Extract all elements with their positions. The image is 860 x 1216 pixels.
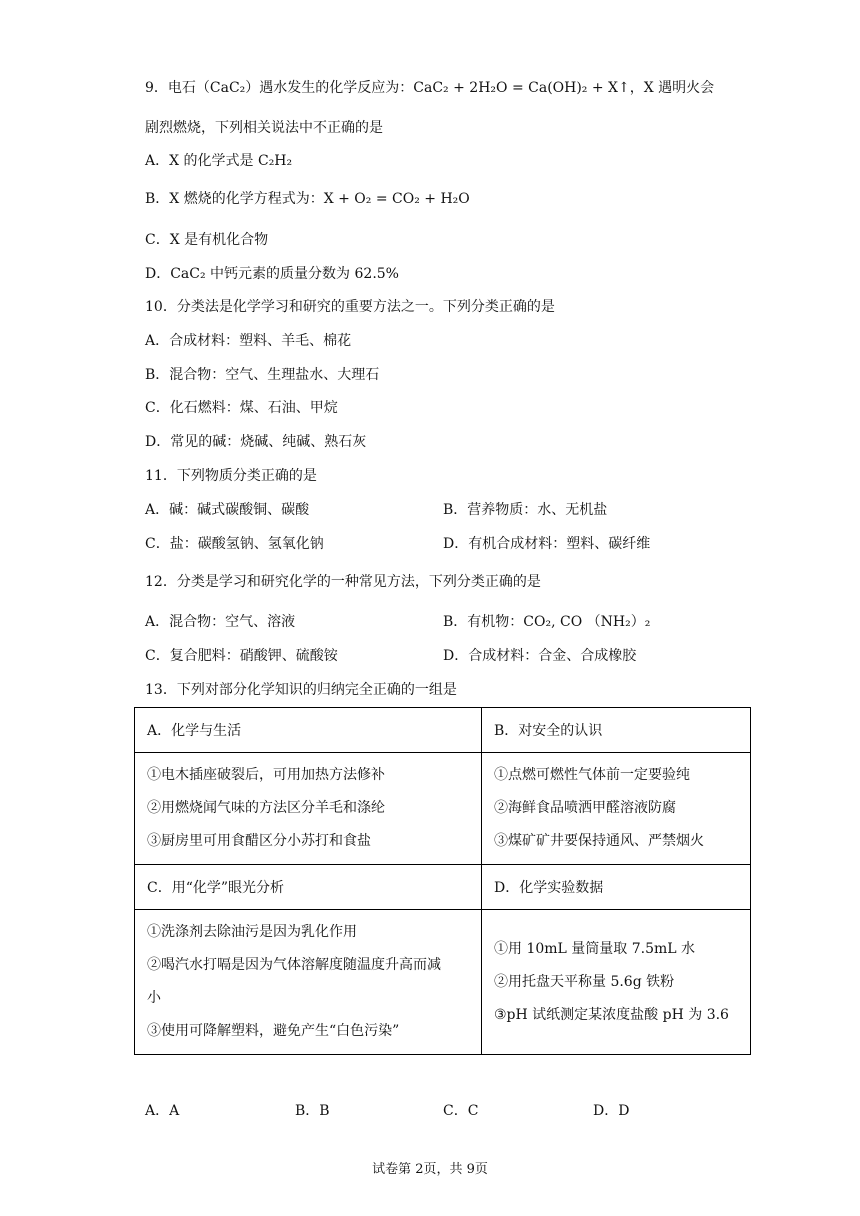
d-item-1: ①用 10mL 量筒量取 7.5mL 水: [494, 940, 696, 957]
table-cell-a-body: [135, 753, 482, 865]
page-footer: 试卷第 2页，共 9页: [372, 1162, 488, 1177]
table-cell-b-body: [482, 753, 751, 865]
table-cell-d-body: [482, 910, 751, 1055]
c-item-1: ①洗涤剂去除油污是因为乳化作用: [147, 924, 357, 940]
q12-option-c: C．复合肥料：硝酸钾、硫酸铵: [145, 648, 338, 664]
q11-option-b: B．营养物质：水、无机盐: [443, 502, 608, 518]
q11-stem: 11．下列物质分类正确的是: [145, 468, 317, 484]
q9-option-c: C．X 是有机化合物: [145, 232, 269, 248]
q9-stem-line2: 剧烈燃烧，下列相关说法中不正确的是: [145, 120, 383, 136]
d-item-3: ③pH 试纸测定某浓度盐酸 pH 为 3.6: [494, 1006, 729, 1023]
q13-stem: 13．下列对部分化学知识的归纳完全正确的一组是: [145, 682, 457, 698]
q10-stem: 10．分类法是化学学习和研究的重要方法之一。下列分类正确的是: [145, 299, 555, 315]
q10-option-d: D．常见的碱：烧碱、纯碱、熟石灰: [145, 434, 367, 450]
a-item-2: ②用燃烧闻气味的方法区分羊毛和涤纶: [147, 800, 385, 816]
q9-stem-line1: 9．电石（CaC₂）遇水发生的化学反应为：CaC₂ + 2H₂O = Ca(OH)₂ + X↑，X 遇明火会: [145, 80, 715, 96]
q10-option-c: C．化石燃料：煤、石油、甲烷: [145, 400, 338, 416]
d-item-2: ②用托盘天平称量 5.6g 铁粉: [494, 973, 675, 990]
q9-option-d: D．CaC₂ 中钙元素的质量分数为 62.5%: [145, 266, 399, 282]
q11-option-d: D．有机合成材料：塑料、碳纤维: [443, 536, 651, 552]
q10-option-b: B．混合物：空气、生理盐水、大理石: [145, 367, 380, 383]
q9-option-b: B．X 燃烧的化学方程式为：X + O₂ = CO₂ + H₂O: [145, 191, 470, 207]
q12-option-a: A．混合物：空气、溶液: [145, 614, 296, 630]
c-item-3: ③使用可降解塑料，避免产生“白色污染”: [147, 1023, 400, 1039]
a-item-1: ①电木插座破裂后，可用加热方法修补: [147, 767, 385, 783]
q12-stem: 12．分类是学习和研究化学的一种常见方法，下列分类正确的是: [145, 574, 541, 590]
q13-option-a: A．A: [145, 1103, 180, 1119]
table-cell-b-head: B．对安全的认识: [482, 708, 751, 753]
q12-option-d: D．合成材料：合金、合成橡胶: [443, 648, 637, 664]
c-item-2: ②喝汽水打嗝是因为气体溶解度随温度升高而减: [147, 957, 441, 973]
q11-option-c: C．盐：碳酸氢钠、氢氧化钠: [145, 536, 324, 552]
b-item-2: ②海鲜食品喷洒甲醛溶液防腐: [494, 800, 676, 816]
q11-option-a: A．碱：碱式碳酸铜、碳酸: [145, 502, 310, 518]
q13-option-c: C．C: [443, 1103, 479, 1119]
q10-option-a: A．合成材料：塑料、羊毛、棉花: [145, 333, 352, 349]
a-item-3: ③厨房里可用食醋区分小苏打和食盐: [147, 833, 371, 849]
q9-option-a: A．X 的化学式是 C₂H₂: [145, 153, 293, 169]
q13-option-b: B．B: [295, 1103, 330, 1119]
b-item-1: ①点燃可燃性气体前一定要验纯: [494, 767, 690, 783]
q12-option-b: B．有机物：CO₂, CO （NH₂）₂: [443, 614, 651, 630]
table-cell-c-body: [135, 910, 482, 1055]
b-item-3: ③煤矿矿井要保持通风、严禁烟火: [494, 833, 704, 849]
c-item-2-wrap: 小: [147, 990, 161, 1006]
q13-table: [134, 707, 751, 1055]
table-cell-c-head: C．用“化学”眼光分析: [135, 865, 482, 910]
q13-option-d: D．D: [593, 1103, 630, 1119]
table-cell-a-head: A．化学与生活: [135, 708, 482, 753]
table-cell-d-head: D．化学实验数据: [482, 865, 751, 910]
